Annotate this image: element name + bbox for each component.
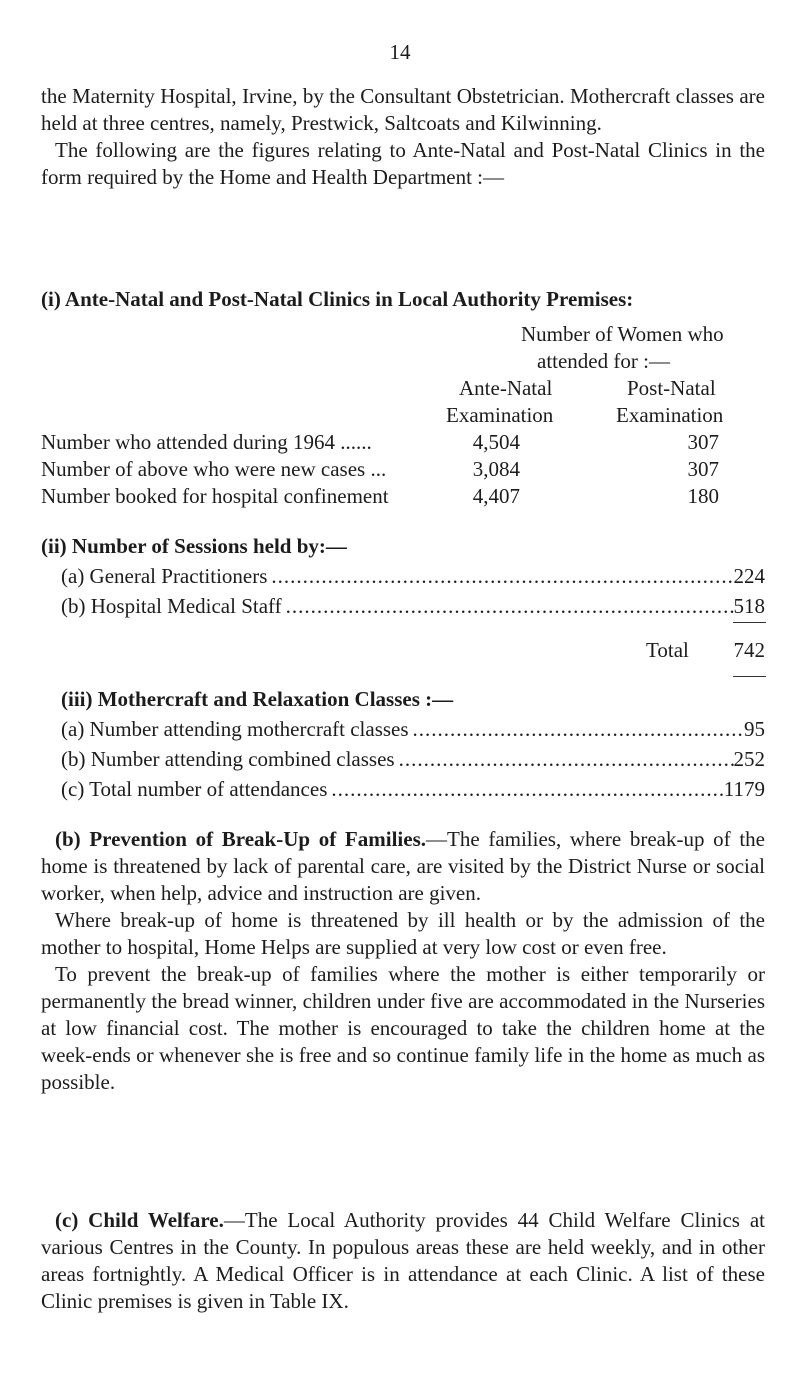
row-ante-value: 4,504	[472, 430, 520, 454]
section-iii	[61, 686, 765, 713]
section-b-paragraph-1	[41, 826, 765, 907]
section-i-heading: (i) Ante-Natal and Post-Natal Clinics in Local Authority Premises:	[41, 287, 634, 311]
section-iii-list	[61, 716, 765, 803]
section-b-paragraph-3: To prevent the break-up of families where the mother is either temporarily or permanently the bread winner, children under five are accommodated in the Nurseries at low financial cost. The mother is encouraged to take the children home at the week-ends or whenever she is free and so continue family life in the home as much as possible.	[41, 962, 765, 1094]
total-rule-bottom	[733, 676, 766, 677]
section-c-heading: (c) Child Welfare.	[55, 1208, 224, 1232]
dot-leader	[267, 563, 733, 590]
dot-leader	[395, 746, 734, 773]
total-rule-top	[733, 622, 766, 623]
row-label: Number booked for hospital confinement	[41, 484, 389, 508]
section-b	[41, 826, 765, 1096]
section-i	[41, 286, 765, 313]
row-post-value: 307	[687, 430, 719, 454]
table-header-line2: attended for :—	[537, 349, 670, 373]
dot-leader	[282, 593, 734, 620]
dot-leader	[409, 716, 744, 743]
section-ii-list	[61, 563, 765, 620]
section-ii	[41, 533, 765, 560]
item-value: 224	[733, 564, 765, 588]
row-post-value: 180	[687, 484, 719, 508]
section-c	[41, 1207, 765, 1315]
intro-paragraph-1: the Maternity Hospital, Irvine, by the Consultant Obstetrician. Mothercraft classes are held at three centres, namely, Prestwick, Saltcoats and Kilwinning.	[41, 84, 765, 135]
section-ii-total	[41, 637, 765, 664]
item-label: (a) General Practitioners	[61, 564, 268, 588]
item-value: 518	[733, 594, 765, 618]
col-ante-header-b: Examination	[446, 403, 554, 427]
item-label: (a) Number attending mothercraft classes	[61, 717, 409, 741]
col-post-header-a: Post-Natal	[627, 376, 716, 400]
col-post-header-b: Examination	[616, 403, 724, 427]
item-value: 95	[744, 717, 765, 741]
list-item	[61, 716, 765, 743]
row-label: Number of above who were new cases ...	[41, 457, 387, 481]
section-c-paragraph	[41, 1207, 765, 1315]
item-label: (b) Hospital Medical Staff	[61, 594, 282, 618]
table-row	[41, 483, 765, 510]
row-post-value: 307	[687, 457, 719, 481]
intro-paragraph-2: The following are the figures relating to Ante-Natal and Post-Natal Clinics in the form required by the Home and Health Department :—	[41, 138, 765, 189]
table-header-line1: Number of Women who	[521, 322, 724, 346]
row-ante-value: 3,084	[472, 457, 520, 481]
list-item	[61, 593, 765, 620]
row-ante-value: 4,407	[472, 484, 520, 508]
row-label: Number who attended during 1964 ......	[41, 430, 372, 454]
page-number: 14	[389, 40, 411, 64]
item-label: (c) Total number of attendances	[61, 777, 328, 801]
intro-text	[41, 83, 765, 191]
item-value: 1179	[723, 777, 765, 801]
section-iii-heading: (iii) Mothercraft and Relaxation Classes :—	[61, 687, 454, 711]
section-i-table	[41, 321, 765, 510]
section-b-heading: (b) Prevention of Break-Up of Families.	[55, 827, 426, 851]
list-item	[61, 776, 765, 803]
list-item	[61, 746, 765, 773]
item-label: (b) Number attending combined classes	[61, 747, 395, 771]
total-value: 742	[733, 638, 765, 662]
list-item	[61, 563, 765, 590]
item-value: 252	[733, 747, 765, 771]
total-label: Total	[646, 638, 689, 662]
col-ante-header-a: Ante-Natal	[459, 376, 553, 400]
dot-leader	[327, 776, 723, 803]
section-b-text-1: —The families, where break-up of the home is threatened by lack of parental care, are visited by the District Nurse or social worker, when help, advice and instruction are given.	[41, 827, 766, 905]
table-row	[41, 456, 765, 483]
table-row	[41, 429, 765, 456]
section-b-paragraph-2: Where break-up of home is threatened by ill health or by the admission of the mother to hospital, Home Helps are supplied at very low cost or even free.	[41, 908, 765, 959]
section-c-text: —The Local Authority provides 44 Child Welfare Clinics at various Centres in the County. In populous areas these are held weekly, and in other areas fortnightly. A Medical Officer is in attendance at each Clinic. A list of these Clinic premises is given in Table IX.	[41, 1208, 766, 1313]
section-ii-heading: (ii) Number of Sessions held by:—	[41, 534, 347, 558]
